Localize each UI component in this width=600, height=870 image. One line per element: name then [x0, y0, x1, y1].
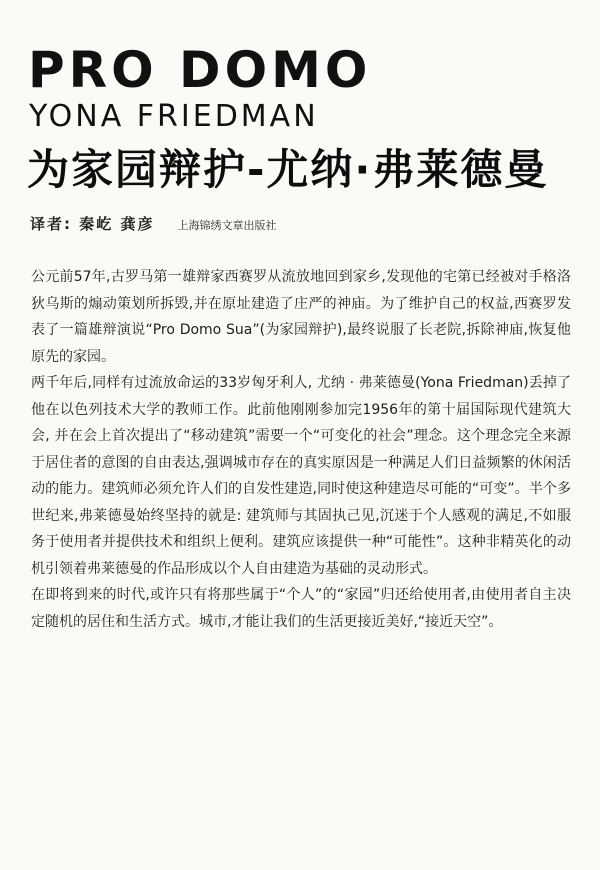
- publisher-credit: 上海锦绣文章出版社: [177, 219, 277, 232]
- chinese-title: 为家园辩护-尤纳·弗莱德曼: [27, 145, 549, 194]
- article-body: [31, 264, 571, 635]
- paragraph-2: 两千年后,同样有过流放命运的33岁匈牙利人, 尤纳 · 弗莱德曼(Yona Friedman)丢掉了他在以色列技术大学的教师工作。此前他刚刚参加完1956年的第十届国际现代建筑大会, 并在会上首次提出了“移动建筑”需要一个“可变化的社会”理念。这个理念完全来源于居住者的意图的自由表达,强调城市存在的真实原因是一种满足人们日益频繁的休闲活动的能力。建筑师必须允许人们的自发性建造,同时使这种建造尽可能的“可变”。半个多世纪来,弗莱德曼始终坚持的就是: 建筑师与其固执己见,沉迷于个人感观的满足,不如服务于使用者并提供技术和组织上便利。建筑应该提供一种“可能性”。这种非精英化的动机引领着弗莱德曼的作品形成以个人自由建造为基础的灵动形式。: [31, 375, 571, 577]
- english-author-name: YONA FRIEDMAN: [29, 99, 319, 134]
- paragraph-3: 在即将到来的时代,或许只有将那些属于“个人”的“家园”归还给使用者,由使用者自主决定随机的居住和生活方式。城市,才能让我们的生活更接近美好,“接近天空”。: [31, 587, 571, 630]
- translator-credit: 译者: 秦屹 龚彦: [30, 215, 155, 233]
- credits-line: [30, 213, 570, 235]
- english-title: PRO DOMO: [28, 41, 372, 99]
- paragraph-1: 公元前57年,古罗马第一雄辩家西赛罗从流放地回到家乡,发现他的宅第已经被对手格洛狄乌斯的煽动策划所拆毁,并在原址建造了庄严的神庙。为了维护自己的权益,西赛罗发表了一篇雄辩演说“Pro Domo Sua”(为家园辩护),最终说服了长老院,拆除神庙,恢复他原先的家园。: [31, 269, 571, 365]
